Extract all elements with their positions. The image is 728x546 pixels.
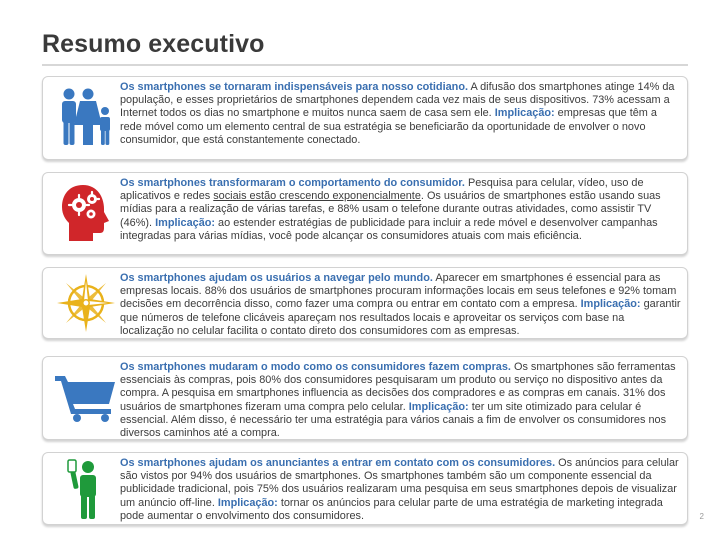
card-body: . Os usuários de smartphones estão usando suas mídias para a realização de várias tarefas, e 88% usam o telefone durante outras atividades, como assistir TV (46%). — [120, 190, 661, 229]
card-headline: Os smartphones ajudam os usuários a navegar pelo mundo. — [120, 272, 433, 284]
title-divider — [42, 64, 688, 66]
head-gears-icon — [53, 173, 119, 254]
card-text — [120, 457, 681, 523]
card-body: Os anúncios para celular são vistos por 94% dos usuários de smartphones. Os smartphones também são um componente essencial da publicidade tradicional, pois 75% dos usuários realizaram uma pesquisa em seus smartphones depois de visualizar um anúncio off-line. — [120, 457, 679, 509]
card-body-emphasis: sociais estão crescendo exponencialmente — [213, 190, 421, 203]
card-implication: tornar os anúncios para celular parte de uma estratégia de marketing integrada pode aumentar o envolvimento dos consumidores. — [120, 496, 663, 522]
shopping-cart-icon — [53, 357, 119, 439]
summary-card-2 — [42, 172, 688, 255]
card-headline: Os smartphones se tornaram indispensáveis para nosso cotidiano. — [120, 81, 469, 93]
implication-label: Implicação: — [408, 400, 469, 413]
page-number: 2 — [699, 512, 704, 521]
card-body: Aparecer em smartphones é essencial para as empresas locais. 88% dos usuários de smartphones procuram informações locais em seus telefones e 92% tomam decisões em decorrência disso, como fazer uma compra ou entrar em contato com a empresa. — [120, 272, 677, 311]
person-phone-icon — [53, 453, 119, 524]
summary-card-3 — [42, 267, 688, 339]
summary-card-1 — [42, 76, 688, 160]
card-text — [120, 272, 681, 338]
card-text — [120, 81, 681, 147]
card-implication: ter um site otimizado para celular é essencial. Além disso, é necessário ter uma estratégia para vários canais a fim de envolver os consumidores nos diversos caminhos até a compra. — [120, 400, 667, 440]
implication-label: Implicação: — [155, 216, 216, 229]
card-implication: ao estender estratégias de publicidade para incluir a rede móvel e desenvolver campanhas integradas para várias mídias, você pode alcançar os consumidores atuais com mais eficiência. — [120, 216, 658, 242]
card-headline: Os smartphones ajudam os anunciantes a entrar em contato com os consumidores. — [120, 457, 556, 469]
implication-label: Implicação: — [217, 496, 278, 509]
card-body: Os smartphones são ferramentas essenciais às compras, pois 80% dos consumidores pesquisaram um produto ou serviço no dispositivo antes da compra. A pesquisa em smartphones influencia as decisões dos compradores e as compras em canais. 31% dos usuários de smartphones fizeram uma compra pelo celular. — [120, 361, 676, 413]
card-body: A difusão dos smartphones atinge 14% da população, e esses proprietários de smartphones dependem cada vez mais de seus dispositivos. 73% acessam a Internet todos os dias no smartphone e muitos nunca saem de casa sem ele. — [120, 81, 675, 120]
family-icon — [53, 77, 119, 159]
implication-label: Implicação: — [494, 107, 555, 120]
card-text — [120, 177, 681, 243]
card-headline: Os smartphones transformaram o comportamento do consumidor. — [120, 177, 465, 189]
card-text — [120, 361, 681, 440]
card-headline: Os smartphones mudaram o modo como os consumidores fazem compras. — [120, 361, 511, 373]
card-implication: garantir que números de telefone clicáveis apareçam nos resultados locais e aproveitar os serviços com base na localização no celular facilita o contato direto dos consumidores com as empresas. — [120, 298, 681, 337]
implication-label: Implicação: — [580, 298, 641, 311]
summary-card-4 — [42, 356, 688, 440]
card-body: Pesquisa para celular, vídeo, uso de aplicativos e redes — [120, 177, 644, 203]
compass-icon — [53, 268, 119, 338]
card-implication: empresas que têm a rede móvel como um elemento central de sua estratégia se beneficiarão da oportunidade de envolver o novo consumidor, que está constantemente conectado. — [120, 107, 657, 146]
summary-card-5 — [42, 452, 688, 525]
page-title: Resumo executivo — [42, 30, 265, 58]
